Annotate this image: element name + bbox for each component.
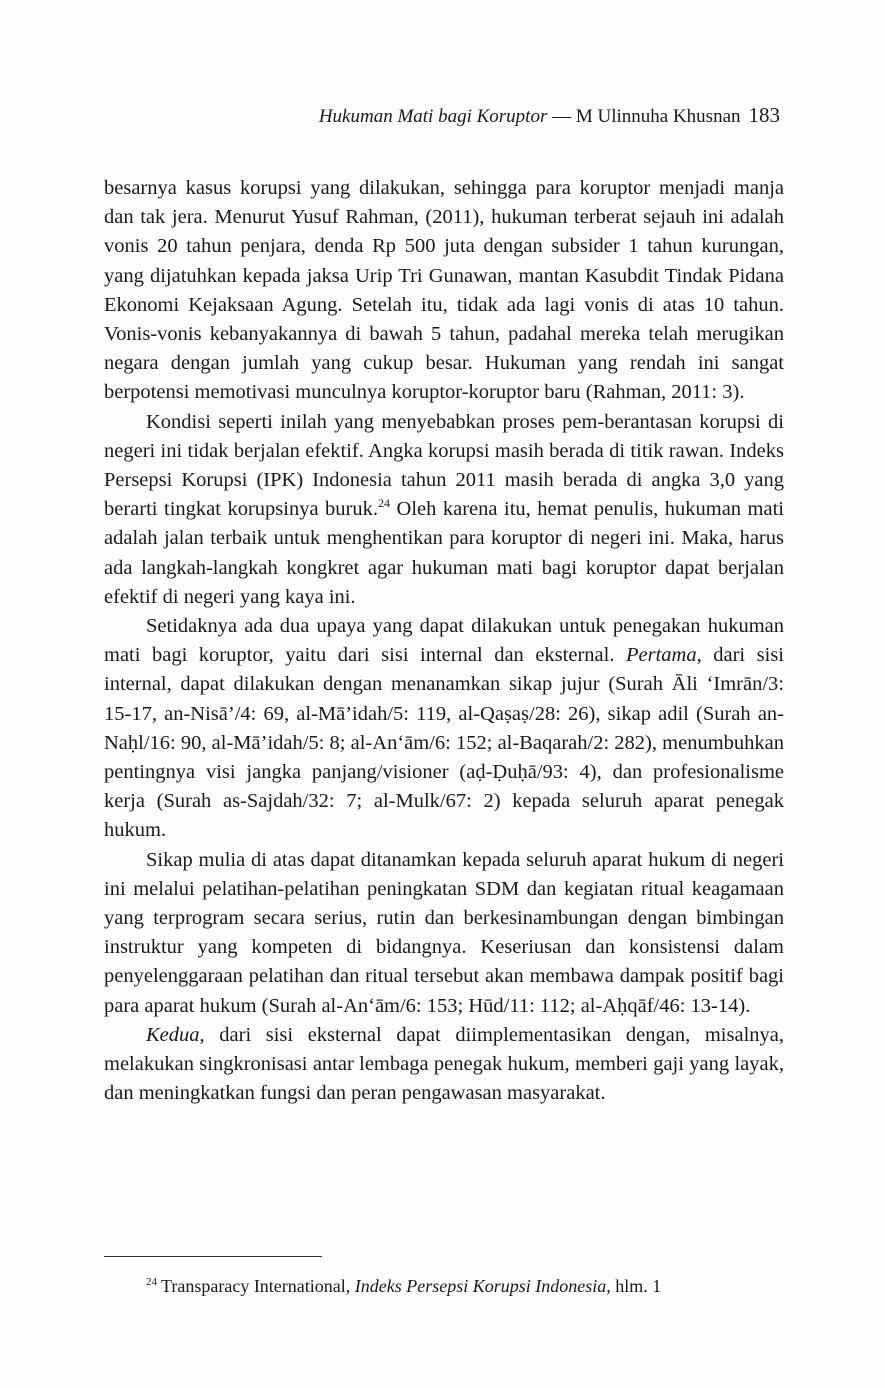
footnote-divider	[104, 1256, 322, 1257]
paragraph-3-text-a: Setidaknya ada dua upaya yang dapat dilakukan untuk penegakan hukuman mati bagi koruptor, yaitu dari sisi internal dan eksternal.	[104, 615, 784, 667]
paragraph-1: besarnya kasus korupsi yang dilakukan, sehingga para koruptor menjadi manja dan tak jera. Menurut Yusuf Rahman, (2011), hukuman terberat sejauh ini adalah vonis 20 tahun penjara, denda Rp 500 juta dengan subsider 1 tahun kurungan, yang dijatuhkan kepada jaksa Urip Tri Gunawan, mantan Kasubdit Tindak Pidana Ekonomi Kejaksaan Agung. Setelah itu, tidak ada lagi vonis di atas 10 tahun. Vonis-vonis kebanyakannya di bawah 5 tahun, padahal mereka telah merugikan negara dengan jumlah yang cukup besar. Hukuman yang rendah ini sangat berpotensi memotivasi munculnya koruptor-koruptor baru (Rahman, 2011: 3).	[104, 177, 784, 404]
header-author: M Ulinnuha Khusnan	[575, 106, 741, 127]
paragraph-5-text: , dari sisi eksternal dapat diimplementasikan dengan, misalnya, melakukan singkronisasi antar lembaga penegak hukum, memberi gaji yang layak, dan meningkatkan fungsi dan peran pengawasan masyarakat.	[104, 1023, 784, 1105]
page-number: 183	[748, 103, 780, 127]
paragraph-5-emphasis: Kedua	[146, 1023, 200, 1046]
paragraph-5	[104, 1021, 784, 1109]
footnote-number: 24	[146, 1276, 157, 1288]
footnote	[146, 1274, 786, 1298]
header-title: Hukuman Mati bagi Koruptor	[318, 106, 548, 127]
header-separator: —	[547, 106, 576, 127]
footnote-suffix: , hlm. 1	[606, 1276, 662, 1296]
paragraph-3	[104, 612, 784, 846]
footnote-source: Transparacy International,	[161, 1276, 355, 1296]
paragraph-2-text-b: Oleh karena itu, hemat penulis, hukuman mati adalah jalan terbaik untuk menghentikan para koruptor di negeri ini. Maka, harus ada langkah-langkah kongkret agar hukuman mati bagi koruptor dapat berjalan efektif di negeri yang kaya ini.	[104, 498, 784, 608]
paragraph-3-text-b: , dari sisi internal, dapat dilakukan dengan menanamkan sikap jujur (Surah Āli ‘Imrān/3: 15-17, an-Nisā’/4: 69, al-Mā’idah/5: 119, al-Qaṣaṣ/28: 26), sikap adil (Surah an-Naḥl/16: 90, al-Mā’idah/5: 8; al-An‘ām/6: 152; al-Baqarah/2: 282), menumbuhkan pentingnya visi jangka panjang/visioner (aḍ-Ḍuḥā/93: 4), dan profesionalisme kerja (Surah as-Sajdah/32: 7; al-Mulk/67: 2) kepada seluruh aparat penegak hukum.	[104, 644, 785, 842]
paragraph-2	[104, 408, 784, 612]
running-header	[258, 102, 780, 130]
paragraph-4: Sikap mulia di atas dapat ditanamkan kepada seluruh aparat hukum di negeri ini melalui pelatihan-pelatihan peningkatan SDM dan kegiatan ritual keagamaan yang terprogram secara serius, rutin dan berkesinambungan dengan bimbingan instruktur yang kompeten di bidangnya. Keseriusan dan konsistensi dalam penyelenggaraan pelatihan dan ritual tersebut akan membawa dampak positif bagi para aparat hukum (Surah al-An‘ām/6: 153; Hūd/11: 112; al-Aḥqāf/46: 13-14).	[104, 848, 784, 1017]
body-text	[104, 174, 784, 1109]
paragraph-2-text-a: Kondisi seperti inilah yang menyebabkan proses pem-berantasan korupsi di negeri ini tidak berjalan efektif. Angka korupsi masih berada di titik rawan. Indeks Persepsi Korupsi (IPK) Indonesia tahun 2011 masih berada di angka 3,0 yang berarti tingkat korupsinya buruk.	[104, 410, 784, 521]
footnote-reference[interactable]: 24	[378, 496, 391, 511]
footnote-title: Indeks Persepsi Korupsi Indonesia	[354, 1276, 607, 1296]
paragraph-3-emphasis: Pertama	[625, 644, 697, 667]
